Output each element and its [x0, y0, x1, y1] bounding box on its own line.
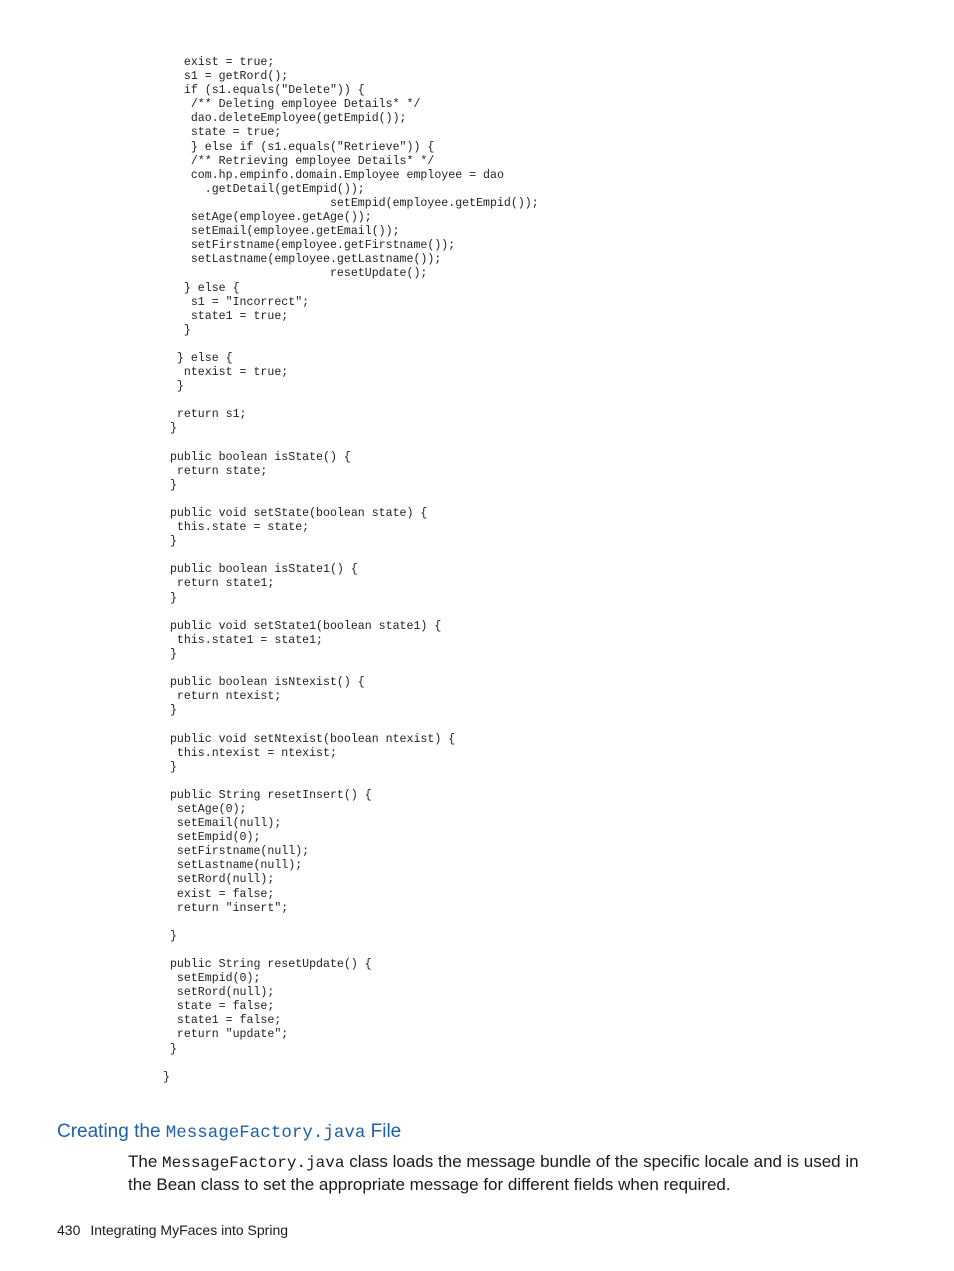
- code-line: return state1;: [163, 577, 275, 591]
- code-line: }: [163, 380, 184, 394]
- code-line: [163, 1057, 539, 1071]
- page-footer: [57, 1222, 288, 1238]
- code-line: }: [163, 323, 191, 337]
- code-line: return ntexist;: [163, 690, 282, 704]
- code-line: public boolean isNtexist() {: [163, 676, 365, 690]
- code-line: [163, 916, 539, 930]
- code-line: resetUpdate();: [163, 267, 428, 281]
- code-line: exist = true;: [163, 56, 275, 69]
- code-line: if (s1.equals("Delete")) {: [163, 84, 365, 98]
- code-line: } else {: [163, 281, 240, 295]
- code-line: }: [163, 929, 177, 943]
- code-line: this.ntexist = ntexist;: [163, 746, 337, 760]
- code-line: s1 = getRord();: [163, 70, 289, 84]
- code-line: s1 = "Incorrect";: [163, 295, 310, 309]
- code-line: }: [163, 478, 177, 492]
- heading-code-filename: MessageFactory.java: [165, 1123, 366, 1143]
- code-line: state = true;: [163, 126, 282, 140]
- code-line: [163, 394, 539, 408]
- code-line: setAge(0);: [163, 802, 247, 816]
- code-line: /** Deleting employee Details* */: [163, 98, 421, 112]
- code-line: state = false;: [163, 1000, 275, 1014]
- code-line: setRord(null);: [163, 873, 275, 887]
- code-line: dao.deleteEmployee(getEmpid());: [163, 112, 407, 126]
- code-line: public void setState1(boolean state1) {: [163, 619, 442, 633]
- code-line: }: [163, 704, 177, 718]
- code-line: setAge(employee.getAge());: [163, 211, 372, 225]
- code-line: setEmpid(0);: [163, 972, 261, 986]
- code-line: [163, 606, 539, 620]
- code-line: return state;: [163, 464, 268, 478]
- code-line: public boolean isState1() {: [163, 563, 358, 577]
- code-line: setFirstname(null);: [163, 845, 310, 859]
- code-line: }: [163, 591, 177, 605]
- code-line: setEmpid(0);: [163, 831, 261, 845]
- code-line: }: [163, 760, 177, 774]
- code-line: [163, 775, 539, 789]
- code-line: state1 = true;: [163, 309, 289, 323]
- code-line: com.hp.empinfo.domain.Employee employee = dao: [163, 168, 504, 182]
- code-line: [163, 718, 539, 732]
- code-line: exist = false;: [163, 887, 275, 901]
- code-line: public boolean isState() {: [163, 450, 351, 464]
- code-line: public String resetUpdate() {: [163, 958, 372, 971]
- code-line: }: [163, 422, 177, 436]
- code-line: public String resetInsert() {: [163, 788, 372, 802]
- code-line: ntexist = true;: [163, 366, 289, 380]
- paragraph-suffix: class loads the message bundle of the specific locale and is used in the Bean class to set the appropriate message for different fields when required.: [128, 1152, 859, 1194]
- code-line: [163, 437, 539, 451]
- footer-title: Integrating MyFaces into Spring: [90, 1222, 289, 1238]
- section-heading: [57, 1121, 401, 1143]
- code-line: public void setNtexist(boolean ntexist) {: [163, 732, 456, 746]
- code-line: setEmail(null);: [163, 817, 282, 831]
- code-line: this.state = state;: [163, 521, 310, 535]
- code-line: setRord(null);: [163, 986, 275, 1000]
- code-line: return s1;: [163, 408, 247, 422]
- code-line: } else if (s1.equals("Retrieve")) {: [163, 140, 435, 154]
- code-line: [163, 338, 539, 352]
- page-number: 430: [57, 1222, 81, 1238]
- code-line: } else {: [163, 351, 233, 365]
- code-line: /** Retrieving employee Details* */: [163, 154, 435, 168]
- code-line: return "update";: [163, 1028, 289, 1042]
- heading-suffix: File: [365, 1121, 402, 1142]
- code-listing: [163, 56, 539, 1085]
- code-line: setLastname(null);: [163, 859, 303, 873]
- code-line: setFirstname(employee.getFirstname());: [163, 239, 456, 253]
- body-paragraph: [128, 1151, 868, 1195]
- paragraph-prefix: The: [128, 1152, 163, 1171]
- code-line: }: [163, 1070, 170, 1084]
- code-line: public void setState(boolean state) {: [163, 507, 428, 520]
- code-line: }: [163, 535, 177, 549]
- code-line: }: [163, 647, 177, 661]
- code-line: [163, 944, 539, 958]
- code-line: [163, 493, 539, 507]
- heading-prefix: Creating the: [57, 1121, 166, 1142]
- code-line: this.state1 = state1;: [163, 633, 324, 647]
- code-line: }: [163, 1042, 177, 1056]
- code-line: [163, 549, 539, 563]
- code-line: setEmpid(employee.getEmpid());: [163, 196, 539, 210]
- code-line: return "insert";: [163, 901, 289, 915]
- code-line: state1 = false;: [163, 1014, 282, 1028]
- code-line: .getDetail(getEmpid());: [163, 182, 365, 196]
- code-line: setLastname(employee.getLastname());: [163, 253, 442, 267]
- paragraph-code-filename: MessageFactory.java: [162, 1154, 345, 1172]
- code-line: setEmail(employee.getEmail());: [163, 225, 400, 239]
- code-line: [163, 662, 539, 676]
